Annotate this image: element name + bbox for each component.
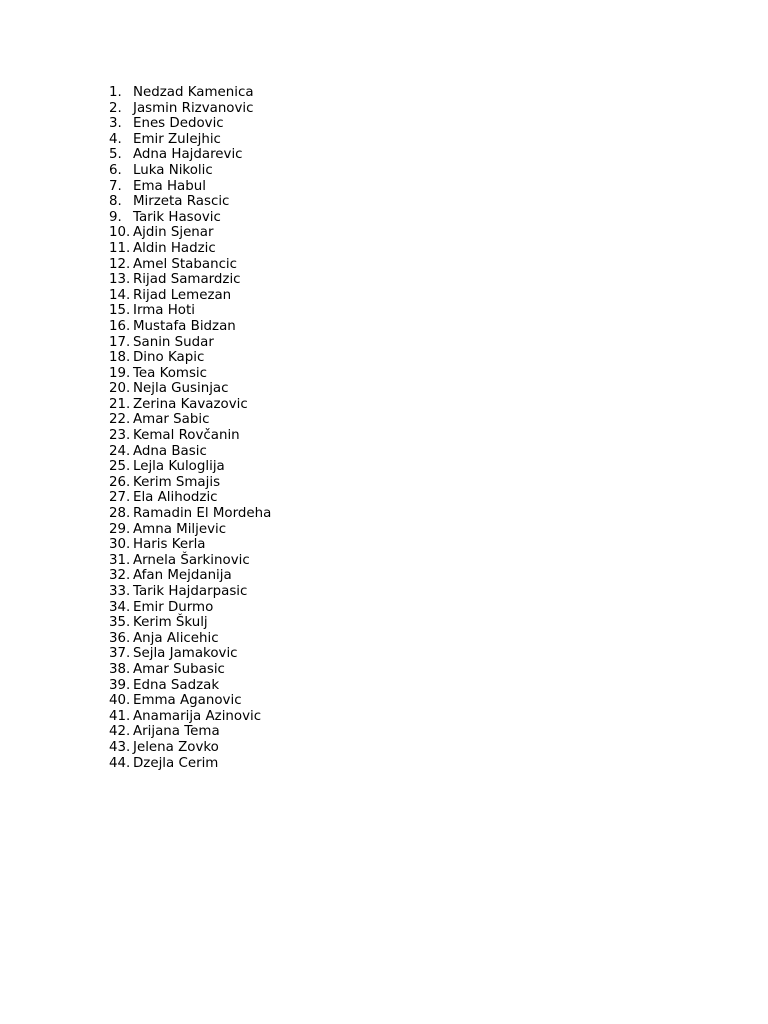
- list-item-name: Tarik Hajdarpasic: [133, 584, 248, 599]
- list-item: [109, 225, 271, 241]
- list-item-number: 25.: [109, 459, 131, 475]
- list-item: [109, 678, 271, 694]
- list-item-number: 32.: [109, 568, 131, 584]
- list-item: [109, 756, 271, 772]
- list-item-name: Amar Sabic: [133, 412, 210, 428]
- list-item-name: Tarik Hasovic: [133, 209, 221, 225]
- list-item-number: 33.: [109, 584, 131, 599]
- list-item-name: Arijana Tema: [133, 724, 220, 740]
- list-item-name: Ramadin El Mordeha: [133, 506, 272, 522]
- list-item-name: Sanin Sudar: [133, 334, 214, 350]
- list-item-number: 13.: [109, 272, 131, 288]
- list-item-number: 20.: [109, 381, 131, 397]
- list-item-name: Kerim Smajis: [133, 474, 221, 490]
- list-item-name: Nedzad Kamenica: [133, 85, 254, 100]
- list-item: [109, 475, 271, 491]
- list-item-number: 44.: [109, 755, 131, 771]
- list-item: [109, 600, 271, 616]
- list-item: [109, 584, 271, 600]
- list-item-name: Emma Aganovic: [133, 693, 242, 709]
- list-item: [109, 85, 271, 101]
- list-item-name: Amel Stabancic: [133, 256, 238, 272]
- list-item-name: Kemal Rovčanin: [133, 428, 240, 444]
- list-item-name: Irma Hoti: [133, 303, 195, 319]
- list-item-name: Dino Kapic: [133, 350, 205, 366]
- list-item-name: Dzejla Cerim: [133, 755, 219, 771]
- list-item-number: 22.: [109, 412, 131, 428]
- list-item-name: Arnela Šarkinovic: [133, 552, 250, 568]
- list-item: [109, 288, 271, 304]
- list-item-name: Edna Sadzak: [133, 677, 220, 693]
- list-item-name: Aldin Hadzic: [133, 240, 216, 256]
- list-item-name: Haris Kerla: [133, 537, 206, 553]
- list-item: [109, 568, 271, 584]
- list-item: [109, 522, 271, 538]
- list-item-number: 26.: [109, 474, 131, 490]
- list-item-name: Kerim Škulj: [133, 615, 208, 631]
- list-item-number: 21.: [109, 396, 131, 412]
- list-item-number: 17.: [109, 334, 131, 350]
- list-item-number: 10.: [109, 225, 131, 241]
- list-item: [109, 646, 271, 662]
- list-item-number: 1.: [109, 85, 122, 100]
- list-item: [109, 397, 271, 413]
- list-item-number: 34.: [109, 599, 131, 615]
- list-item: [109, 709, 271, 725]
- list-item: [109, 490, 271, 506]
- list-item: [109, 194, 271, 210]
- list-item-name: Emir Zulejhic: [133, 131, 221, 147]
- list-item: [109, 147, 271, 163]
- list-item-name: Anamarija Azinovic: [133, 708, 262, 724]
- list-item: [109, 116, 271, 132]
- list-item-number: 9.: [109, 209, 122, 225]
- list-item: [109, 101, 271, 117]
- list-item-number: 43.: [109, 739, 131, 755]
- list-item: [109, 553, 271, 569]
- list-item-number: 42.: [109, 724, 131, 740]
- list-item: [109, 366, 271, 382]
- list-item-number: 3.: [109, 116, 122, 132]
- list-item: [109, 615, 271, 631]
- list-item-number: 11.: [109, 240, 131, 256]
- list-item-name: Amna Miljevic: [133, 521, 227, 537]
- list-item: [109, 412, 271, 428]
- list-item: [109, 537, 271, 553]
- list-item: [109, 381, 271, 397]
- list-item-number: 35.: [109, 615, 131, 631]
- list-item-name: Ajdin Sjenar: [133, 225, 214, 241]
- list-item-name: Afan Mejdanija: [133, 568, 232, 584]
- list-item-number: 24.: [109, 443, 131, 459]
- list-item-name: Luka Nikolic: [133, 162, 213, 178]
- list-item: [109, 132, 271, 148]
- list-item-number: 27.: [109, 490, 131, 506]
- list-item-number: 6.: [109, 162, 122, 178]
- list-item: [109, 631, 271, 647]
- list-item: [109, 428, 271, 444]
- list-item-number: 14.: [109, 287, 131, 303]
- list-item-number: 37.: [109, 646, 131, 662]
- list-item-name: Mustafa Bidzan: [133, 318, 236, 334]
- list-item-number: 23.: [109, 428, 131, 444]
- list-item-number: 28.: [109, 506, 131, 522]
- list-item-name: Rijad Samardzic: [133, 272, 241, 288]
- list-item: [109, 272, 271, 288]
- list-item-name: Ema Habul: [133, 178, 206, 194]
- list-item-name: Lejla Kuloglija: [133, 459, 225, 475]
- list-item-number: 31.: [109, 552, 131, 568]
- list-item-name: Adna Hajdarevic: [133, 147, 243, 163]
- list-item-number: 41.: [109, 708, 131, 724]
- list-item: [109, 662, 271, 678]
- list-item-number: 30.: [109, 537, 131, 553]
- list-item-name: Nejla Gusinjac: [133, 381, 229, 397]
- list-item: [109, 459, 271, 475]
- list-item: [109, 257, 271, 273]
- list-item: [109, 350, 271, 366]
- list-item: [109, 241, 271, 257]
- list-item-number: 7.: [109, 178, 122, 194]
- name-list: [109, 85, 271, 771]
- list-item-name: Anja Alicehic: [133, 630, 219, 646]
- list-item-number: 15.: [109, 303, 131, 319]
- list-item-name: Emir Durmo: [133, 599, 214, 615]
- list-item: [109, 163, 271, 179]
- list-item-name: Jasmin Rizvanovic: [133, 100, 254, 116]
- list-item: [109, 740, 271, 756]
- list-item-name: Ela Alihodzic: [133, 490, 218, 506]
- list-item-number: 2.: [109, 100, 122, 116]
- list-item-number: 16.: [109, 318, 131, 334]
- list-item-name: Mirzeta Rascic: [133, 194, 230, 210]
- list-item-number: 36.: [109, 630, 131, 646]
- list-item-number: 19.: [109, 365, 131, 381]
- list-item-name: Rijad Lemezan: [133, 287, 232, 303]
- list-item-name: Enes Dedovic: [133, 116, 224, 132]
- list-item: [109, 210, 271, 226]
- list-item-name: Tea Komsic: [133, 365, 208, 381]
- list-item: [109, 179, 271, 195]
- list-item-number: 12.: [109, 256, 131, 272]
- list-item: [109, 724, 271, 740]
- list-item: [109, 506, 271, 522]
- list-item-number: 29.: [109, 521, 131, 537]
- list-item: [109, 693, 271, 709]
- list-item-number: 4.: [109, 131, 122, 147]
- list-item-number: 8.: [109, 194, 122, 210]
- list-item-name: Jelena Zovko: [133, 739, 219, 755]
- list-item: [109, 335, 271, 351]
- list-item-name: Zerina Kavazovic: [133, 396, 248, 412]
- list-item-number: 5.: [109, 147, 122, 163]
- list-item-number: 18.: [109, 350, 131, 366]
- list-item-name: Adna Basic: [133, 443, 207, 459]
- list-item-number: 40.: [109, 693, 131, 709]
- list-item: [109, 303, 271, 319]
- list-item-name: Amar Subasic: [133, 661, 225, 677]
- list-item: [109, 319, 271, 335]
- list-item-number: 39.: [109, 677, 131, 693]
- list-item-number: 38.: [109, 661, 131, 677]
- list-item-name: Sejla Jamakovic: [133, 646, 238, 662]
- list-item: [109, 444, 271, 460]
